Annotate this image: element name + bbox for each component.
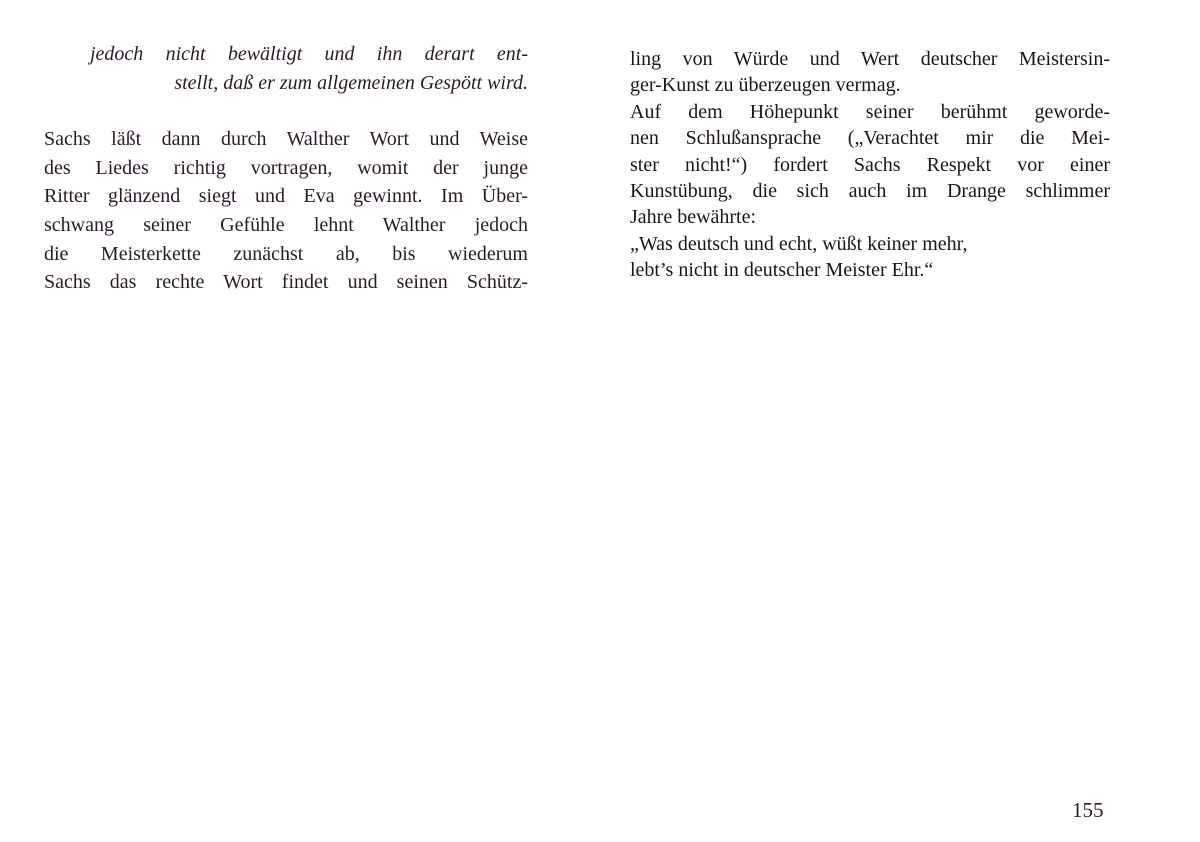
right-line-5: ster nicht!“) fordert Sachs Respekt vor einer: [630, 153, 1110, 176]
paragraph-gap: [44, 97, 528, 125]
italic-passage: [44, 40, 528, 97]
right-line-6: Kunstübung, die sich auch im Drange schlimmer: [630, 180, 1110, 203]
right-line-1: ling von Würde und Wert deutscher Meistersin-: [630, 48, 1110, 70]
right-line-4: nen Schlußansprache („Verachtet mir die Mei-: [630, 127, 1110, 150]
page-number: 155: [1072, 798, 1104, 822]
left-line-4: schwang seiner Gefühle lehnt Walther jedoch: [44, 213, 528, 236]
right-line-7: Jahre bewährte:: [630, 206, 757, 229]
right-line-3: Auf dem Höhepunkt seiner berühmt geworde-: [630, 100, 1110, 123]
left-line-5: die Meisterkette zunächst ab, bis wiederum: [44, 242, 528, 265]
left-line-6: Sachs das rechte Wort findet und seinen Schütz-: [44, 271, 528, 294]
right-line-2: ger-Kunst zu überzeugen vermag.: [630, 74, 901, 97]
right-paragraph-1: [630, 46, 1110, 99]
quote-line-1: „Was deutsch und echt, wüßt keiner mehr,: [630, 232, 968, 255]
left-line-3: Ritter glänzend siegt und Eva gewinnt. Im Über-: [44, 185, 528, 208]
italic-line-1: jedoch nicht bewältigt und ihn derart ent-: [90, 43, 528, 65]
verse-quote: [630, 231, 1110, 284]
left-column: [44, 40, 528, 297]
quote-line-2: lebt’s nicht in deutscher Meister Ehr.“: [630, 259, 934, 282]
right-paragraph-2: [630, 99, 1110, 231]
italic-line-2: stellt, daß er zum allgemeinen Gespött wird.: [174, 71, 528, 94]
right-column: [630, 40, 1110, 284]
left-line-1: Sachs läßt dann durch Walther Wort und Weise: [44, 128, 528, 151]
left-line-2: des Liedes richtig vortragen, womit der junge: [44, 156, 528, 179]
left-paragraph: [44, 125, 528, 297]
